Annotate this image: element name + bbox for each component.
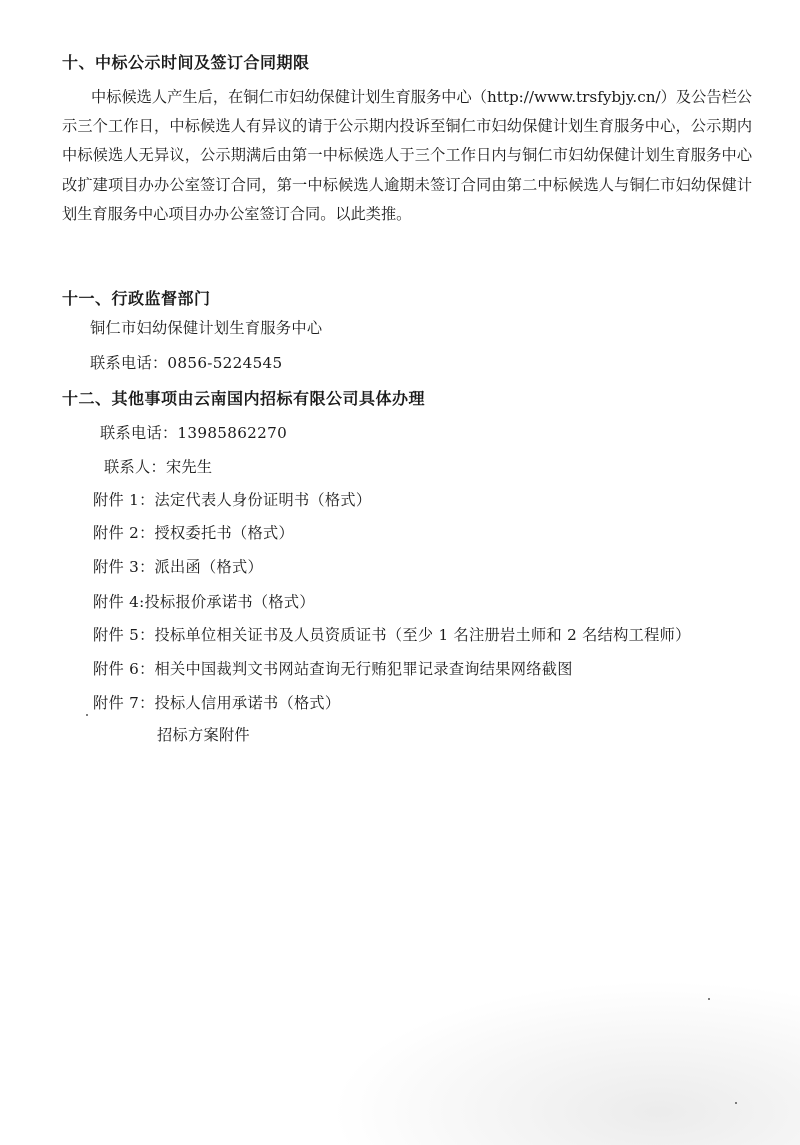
- section-12-heading: 十二、其他事项由云南国内招标有限公司具体办理: [62, 389, 426, 408]
- attachment-item: 附件 6：相关中国裁判文书网站查询无行贿犯罪记录查询结果网络截图: [93, 660, 573, 678]
- scan-speck: [708, 998, 710, 1000]
- scan-smudge: [330, 980, 800, 1145]
- section-10-body: 中标候选人产生后，在铜仁市妇幼保健计划生育服务中心（http://www.trsfybjy.cn/）及公告栏公示三个工作日，中标候选人有异议的请于公示期内投诉至铜仁市妇幼保健计划生育服务中心，公示期内中标候选人无异议，公示期满后由第一中标候选人于三个工作日内与铜仁市妇幼保健计划生育服务中心改扩建项目办办公室签订合同，第一中标候选人逾期未签订合同由第二中标候选人与铜仁市妇幼保健计划生育服务中心项目办办公室签订合同。以此类推。: [62, 88, 752, 223]
- supervisor-org: 铜仁市妇幼保健计划生育服务中心: [90, 319, 323, 337]
- agency-contact: 联系人：宋先生: [104, 458, 213, 476]
- attachment-item: 附件 5：投标单位相关证书及人员资质证书（至少 1 名注册岩土师和 2 名结构工程师）: [93, 626, 691, 644]
- scan-speck: [86, 714, 88, 716]
- attachment-item: 附件 2：授权委托书（格式）: [93, 524, 294, 542]
- attachment-item: 附件 7：投标人信用承诺书（格式）: [93, 694, 341, 712]
- section-11-heading: 十一、行政监督部门: [62, 289, 211, 308]
- agency-phone: 联系电话：13985862270: [100, 424, 288, 442]
- scan-speck: [735, 1102, 737, 1104]
- section-10-heading: 十、中标公示时间及签订合同期限: [62, 53, 310, 72]
- attachment-item: 附件 1：法定代表人身份证明书（格式）: [93, 491, 372, 509]
- attachment-item: 附件 3：派出函（格式）: [93, 558, 263, 576]
- plan-attachment: 招标方案附件: [157, 726, 250, 744]
- supervisor-phone: 联系电话：0856-5224545: [90, 354, 283, 372]
- attachment-item: 附件 4:投标报价承诺书（格式）: [93, 593, 315, 611]
